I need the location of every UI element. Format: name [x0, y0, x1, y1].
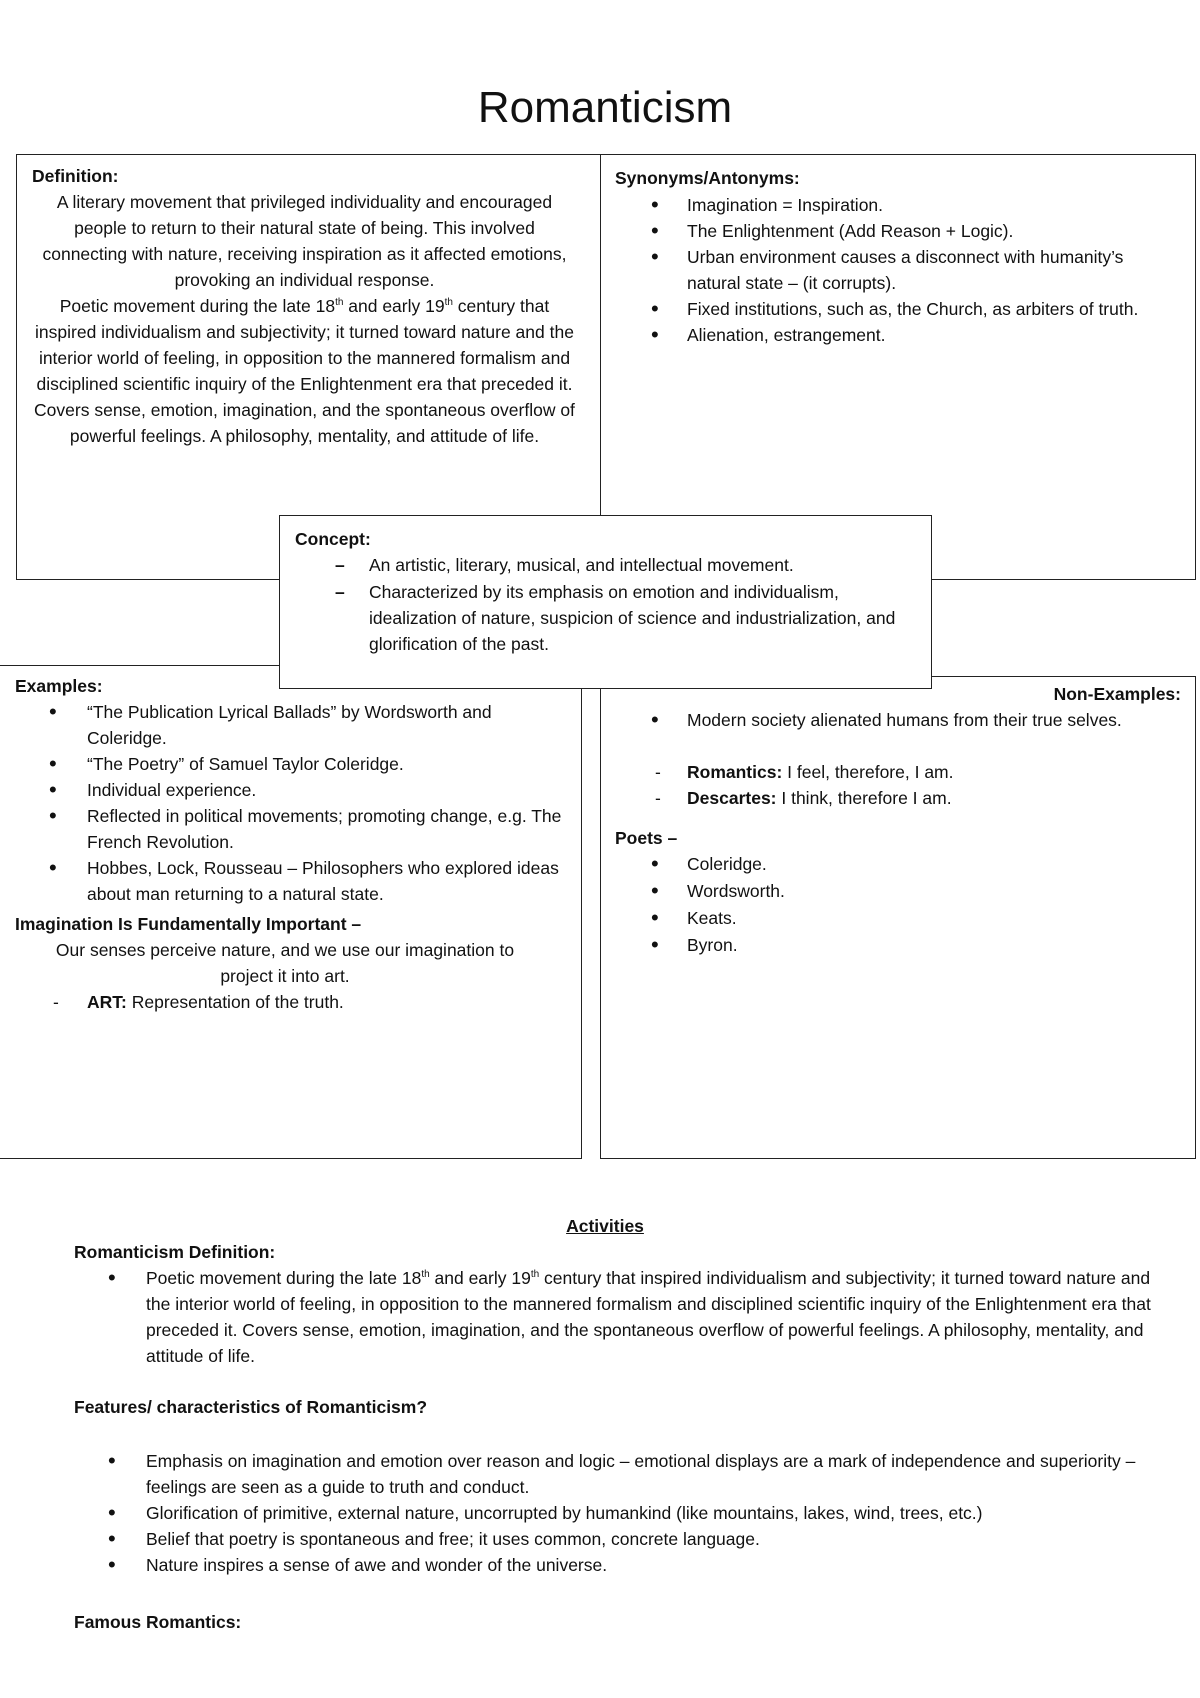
examples-box — [0, 665, 582, 1159]
definition-paragraph-2: Poetic movement during the late 18th and early 19th century that inspired individualism and subjectivity; it turned toward nature and the interior world of feeling, in opposition to the mannered formalism and disciplined scientific inquiry of the Enlightenment era that preceded it. Covers sense, emotion, imagination, and the spontaneous overflow of powerful feelings. A philosophy, mentality, and attitude of life. — [34, 296, 575, 446]
definition-paragraph-1: A literary movement that privileged individuality and encouraged people to return to their natural state of being. This involved connecting with nature, receiving inspiration as it affected emotions, provoking an individual response. — [42, 192, 567, 290]
list-item: • Wordsworth. — [615, 878, 1181, 904]
list-item: • Poetic movement during the late 18th and early 19th century that inspired individualism and subjectivity; it turned toward nature and the interior world of feeling, in opposition to the mannered formalism and disciplined scientific inquiry of the Enlightenment era that preceded it. Covers sense, emotion, imagination, and the spontaneous overflow of powerful feelings. A philosophy, mentality, and attitude of life. — [74, 1265, 1154, 1369]
activities-features-section — [74, 1394, 1154, 1578]
list-item: • Individual experience. — [13, 777, 565, 803]
activities-title: Activities — [566, 1216, 644, 1236]
romantics-item: - Romantics: I feel, therefore, I am. — [615, 759, 1181, 785]
non-examples-label: Non-Examples: — [1053, 684, 1181, 704]
concept-box — [279, 515, 932, 689]
list-item: • Fixed institutions, such as, the Church, as arbiters of truth. — [615, 296, 1179, 322]
imagination-text: Our senses perceive nature, and we use our imagination to project it into art. — [55, 940, 515, 986]
art-item: - ART: Representation of the truth. — [13, 989, 565, 1015]
list-item: • The Enlightenment (Add Reason + Logic). — [615, 218, 1179, 244]
list-item: • “The Publication Lyrical Ballads” by Wordsworth and Coleridge. — [13, 699, 565, 751]
list-item: • Byron. — [615, 932, 1181, 958]
poets-label: Poets – — [615, 828, 678, 848]
list-item: • Modern society alienated humans from their true selves. — [615, 707, 1181, 733]
definition-label: Definition: — [32, 166, 119, 186]
list-item: • Belief that poetry is spontaneous and free; it uses common, concrete language. — [74, 1526, 1154, 1552]
list-item: • “The Poetry” of Samuel Taylor Coleridge. — [13, 751, 565, 777]
non-examples-box — [600, 676, 1196, 1159]
list-item: • Coleridge. — [615, 851, 1181, 877]
list-item: • Hobbes, Lock, Rousseau – Philosophers who explored ideas about man returning to a natural state. — [13, 855, 565, 907]
famous-romantics-heading: Famous Romantics: — [74, 1612, 242, 1632]
imagination-heading: Imagination Is Fundamentally Important – — [15, 914, 362, 934]
list-item: • Glorification of primitive, external nature, uncorrupted by humankind (like mountains, lakes, wind, trees, etc.) — [74, 1500, 1154, 1526]
list-item: – Characterized by its emphasis on emotion and individualism, idealization of nature, suspicion of science and industrialization, and glorification of the past. — [279, 579, 917, 657]
list-item: • Emphasis on imagination and emotion over reason and logic – emotional displays are a mark of independence and superiority – feelings are seen as a guide to truth and conduct. — [74, 1448, 1154, 1500]
list-item: • Urban environment causes a disconnect with humanity’s natural state – (it corrupts). — [615, 244, 1179, 296]
list-item: • Nature inspires a sense of awe and wonder of the universe. — [74, 1552, 1154, 1578]
list-item: • Alienation, estrangement. — [615, 322, 1179, 348]
list-item: • Keats. — [615, 905, 1181, 931]
descartes-item: - Descartes: I think, therefore I am. — [615, 785, 1181, 811]
activities-definition-section — [74, 1239, 1154, 1369]
list-item: – An artistic, literary, musical, and intellectual movement. — [279, 552, 917, 578]
page-title: Romanticism — [477, 83, 733, 132]
list-item: • Imagination = Inspiration. — [615, 192, 1179, 218]
list-item: • Reflected in political movements; promoting change, e.g. The French Revolution. — [13, 803, 565, 855]
features-heading: Features/ characteristics of Romanticism? — [74, 1397, 428, 1417]
examples-label: Examples: — [15, 676, 103, 696]
activities-definition-heading: Romanticism Definition: — [74, 1242, 276, 1262]
concept-label: Concept: — [295, 529, 371, 549]
synonyms-label: Synonyms/Antonyms: — [615, 168, 800, 188]
